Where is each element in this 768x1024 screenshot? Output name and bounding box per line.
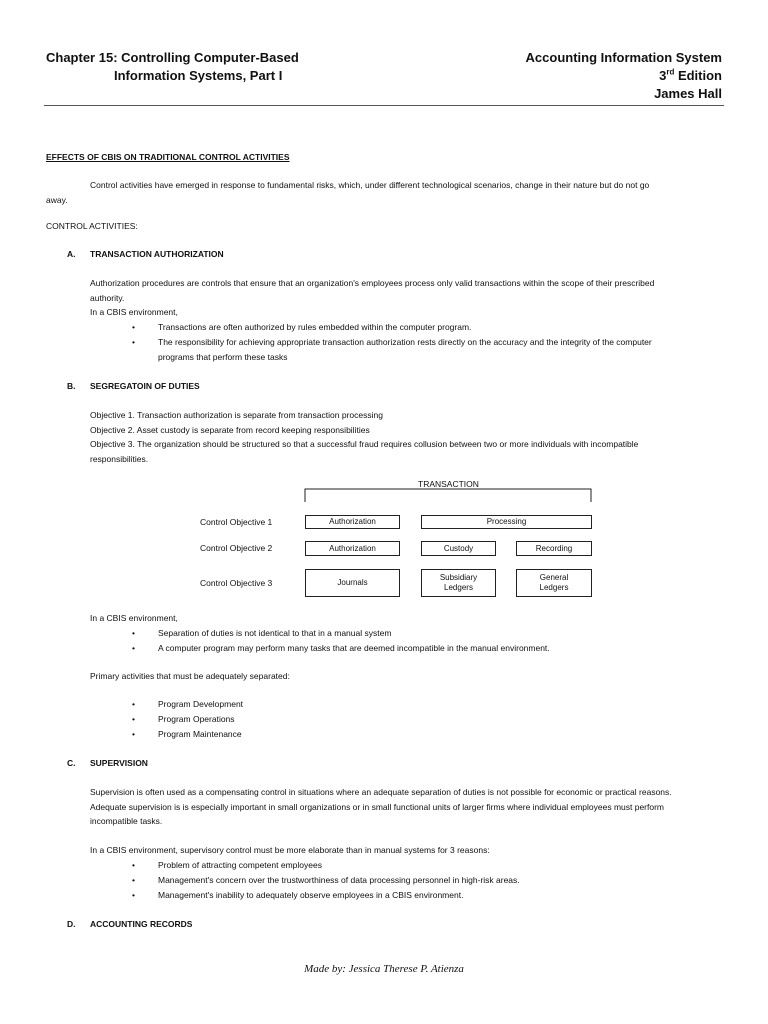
primary-activities-label: Primary activities that must be adequately separated: [90,671,290,681]
section-a-para-line1: Authorization procedures are controls that ensure that an organization's employees process only valid transactions within the scope of their prescribed [90,278,655,288]
diagram-top-label: TRANSACTION [418,479,479,489]
box-line-1: General [539,573,569,582]
bullet-text: Management's concern over the trustworthiness of data processing personnel in high-risk areas. [158,875,520,885]
section-c-para-line3: incompatible tasks. [90,816,163,826]
book-edition [526,67,722,85]
bullet-icon: • [132,890,135,900]
header-divider [44,105,724,106]
book-info [526,49,722,103]
bullet-icon: • [132,322,135,332]
co3-general-ledgers-box [516,569,592,597]
control-objective-3-label: Control Objective 3 [200,578,273,588]
intro-para-line1: Control activities have emerged in response to fundamental risks, which, under different technological scenarios, change in their nature but do not go [90,180,650,190]
chapter-title-line2: Information Systems, Part I [114,68,283,83]
edition-word: Edition [674,68,722,83]
bullet-icon: • [132,714,135,724]
section-c-para-line2: Adequate supervision is is especially important in small organizations or in small functional units of larger firms where individual employees must perform [90,802,665,812]
book-author: James Hall [654,86,722,101]
co2-recording-box: Recording [516,541,592,556]
intro-heading: EFFECTS OF CBIS ON TRADITIONAL CONTROL ACTIVITIES [46,152,290,162]
section-c-letter: C. [67,758,76,768]
bullet-text: A computer program may perform many tasks that are deemed incompatible in the manual environment. [158,643,550,653]
bullet-icon: • [132,643,135,653]
bullet-icon: • [132,729,135,739]
bullet-icon: • [132,337,135,347]
section-a-title: TRANSACTION AUTHORIZATION [90,249,224,259]
bullet-text-line2: programs that perform these tasks [158,352,288,362]
intro-para-line2: away. [46,195,68,205]
section-a-letter: A. [67,249,76,259]
section-b-title: SEGREGATOIN OF DUTIES [90,381,200,391]
edition-suffix: rd [666,67,675,77]
objective-2: Objective 2. Asset custody is separate from record keeping responsibilities [90,425,370,435]
section-b-letter: B. [67,381,76,391]
box-line-2: Ledgers [444,583,473,592]
footer-credit: Made by: Jessica Therese P. Atienza [304,963,464,975]
co2-custody-box: Custody [421,541,496,556]
objective-3-line1: Objective 3. The organization should be structured so that a successful fraud requires collusion between two or more individuals with incompatible [90,439,639,449]
co3-journals-box: Journals [305,569,400,597]
co3-subsidiary-ledgers-box [421,569,496,597]
section-d-letter: D. [67,919,76,929]
bullet-icon: • [132,628,135,638]
book-title: Accounting Information System [525,50,722,65]
bullet-text: Program Development [158,699,244,709]
control-objective-2-label: Control Objective 2 [200,543,273,553]
co2-authorization-box: Authorization [305,541,400,556]
section-d-title: ACCOUNTING RECORDS [90,919,193,929]
bullet-text: Separation of duties is not identical to that in a manual system [158,628,392,638]
co1-authorization-box: Authorization [305,515,400,529]
chapter-title-line1: Chapter 15: Controlling Computer-Based [46,50,299,65]
bullet-text: Transactions are often authorized by rules embedded within the computer program. [158,322,472,332]
box-line-1: Subsidiary [439,573,478,582]
bullet-icon: • [132,875,135,885]
objective-1: Objective 1. Transaction authorization is separate from transaction processing [90,410,383,420]
control-objective-1-label: Control Objective 1 [200,517,273,527]
edition-number: 3 [659,68,667,83]
bullet-text-line1: The responsibility for achieving appropriate transaction authorization rests directly on the accuracy and the integrity of the computer [158,337,652,347]
bullet-icon: • [132,699,135,709]
control-activities-label: CONTROL ACTIVITIES: [46,221,138,231]
section-c-para-line1: Supervision is often used as a compensating control in situations where an adequate separation of duties is not possible for economic or practical reasons. [90,787,672,797]
bullet-text: Program Operations [158,714,235,724]
section-c-title: SUPERVISION [90,758,148,768]
chapter-title [46,49,299,85]
bullet-text: Problem of attracting competent employees [158,860,322,870]
objective-3-line2: responsibilities. [90,454,149,464]
co1-processing-box: Processing [421,515,592,529]
bullet-text: Program Maintenance [158,729,242,739]
box-line-2: Ledgers [539,583,569,592]
section-b-env: In a CBIS environment, [90,613,178,623]
bullet-icon: • [132,860,135,870]
section-a-para-line2: authority. [90,293,125,303]
transaction-bracket [300,486,596,504]
section-c-env: In a CBIS environment, supervisory control must be more elaborate than in manual systems for 3 reasons: [90,845,490,855]
section-a-env: In a CBIS environment, [90,307,178,317]
bullet-text: Management's inability to adequately observe employees in a CBIS environment. [158,890,464,900]
